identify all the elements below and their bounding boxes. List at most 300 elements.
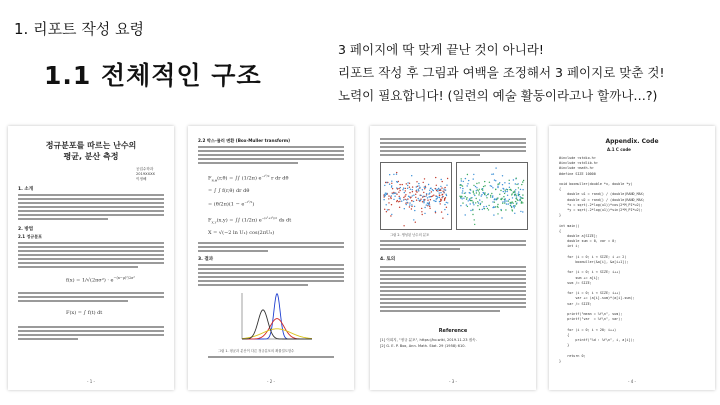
scatter-point [509,187,510,188]
scatter-point [493,214,494,215]
scatter-point [412,191,413,192]
code-line: boxmuller(&a[i], &a[i+1]); [559,260,629,264]
code-line: int i; [559,244,580,249]
scatter-point [503,196,504,197]
scatter-point [386,204,387,205]
scatter-point [409,204,410,205]
scatter-point [442,194,443,195]
scatter-point [416,190,417,191]
scatter-point [467,174,468,175]
scatter-point [504,202,505,203]
scatter-point [415,222,416,223]
scatter-point [516,195,517,196]
slide-title: 1.1 전체적인 구조 [44,61,262,90]
scatter-point [404,196,405,197]
scatter-plot-left [380,162,452,230]
scatter-point [400,187,401,188]
scatter-point [515,189,516,190]
scatter-point [467,185,468,186]
scatter-point [429,208,430,209]
scatter-point [501,198,502,199]
scatter-point [496,199,497,200]
scatter-point [423,202,424,203]
scatter-point [423,196,424,197]
scatter-point [429,196,430,197]
scatter-point [403,197,404,198]
scatter-point [444,187,445,188]
code-line: double u2 = rand() / (double)RAND_MAX; [559,197,645,202]
scatter-point [433,190,434,191]
scatter-point [388,198,389,199]
scatter-point [476,192,477,193]
code-line: var /= SIZE; [559,301,592,306]
scatter-point [407,185,408,186]
scatter-point [462,192,463,193]
scatter-point [469,189,470,190]
scatter-point [413,219,414,220]
page3-figure-caption: 그림 2. 생성된 난수의 분포 [390,233,430,237]
page1-title: 정규분포를 따르는 난수의 [45,141,137,150]
code-line: sum += a[i]; [559,275,600,280]
note-line-3: 노력이 필요합니다! (일련의 예술 활동이라고나 할까나…?) [338,88,658,103]
scatter-point [473,174,474,175]
scatter-point [393,199,394,200]
scatter-point [505,209,506,210]
scatter-point [473,178,474,179]
scatter-point [493,173,494,174]
scatter-point [446,185,447,186]
scatter-point [504,199,505,200]
code-line: { [559,187,562,192]
scatter-point [514,205,515,206]
scatter-point [495,167,496,168]
scatter-point [442,196,443,197]
scatter-point [460,205,461,206]
scatter-point [484,194,485,195]
scatter-point [407,182,408,183]
scatter-point [497,204,498,205]
scatter-point [495,180,496,181]
scatter-point [499,194,500,195]
scatter-point [422,201,423,202]
code-line: var += (a[i]-sum)*(a[i]-sum); [559,296,635,301]
scatter-point [479,209,480,210]
scatter-point [413,201,414,202]
scatter-point [497,197,498,198]
scatter-point [518,191,519,192]
code-line: #define SIZE 10000 [559,171,596,176]
scatter-point [444,209,445,210]
scatter-point [415,197,416,198]
scatter-point [441,211,442,212]
page3-number: - 3 - [449,379,457,384]
appendix-subtitle: A.1 C code [607,147,631,152]
scatter-point [399,184,400,185]
scatter-point [479,189,480,190]
scatter-point [427,197,428,198]
code-line: { [559,332,570,337]
scatter-point [493,206,494,207]
scatter-point [484,208,485,209]
scatter-point [468,180,469,181]
scatter-point [494,179,495,180]
scatter-point [522,194,523,195]
scatter-point [489,182,490,183]
scatter-point [412,186,413,187]
scatter-point [474,195,475,196]
scatter-point [414,210,415,211]
scatter-point [435,201,436,202]
scatter-point [502,203,503,204]
code-line: printf("var = %f\n", var); [559,317,623,322]
scatter-point [387,209,388,210]
scatter-point [501,217,502,218]
scatter-point [520,197,521,198]
scatter-point [412,189,413,190]
scatter-point [478,190,479,191]
scatter-point [474,224,475,225]
scatter-point [509,189,510,190]
scatter-point [385,193,386,194]
scatter-point [403,188,404,189]
scatter-point [491,174,492,175]
scatter-point [467,183,468,184]
scatter-point [429,190,430,191]
scatter-point [447,202,448,203]
section-heading: 1. 리포트 작성 요령 [14,20,145,38]
scatter-point [497,213,498,214]
scatter-point [395,193,396,194]
scatter-point [514,213,515,214]
scatter-point [487,194,488,195]
scatter-point [411,206,412,207]
scatter-point [518,195,519,196]
scatter-point [459,196,460,197]
scatter-point [424,213,425,214]
scatter-point [396,172,397,173]
scatter-point [391,183,392,184]
scatter-point [423,201,424,202]
scatter-point [418,183,419,184]
scatter-point [435,189,436,190]
scatter-point [416,200,417,201]
scatter-point [497,187,498,188]
scatter-point [430,199,431,200]
scatter-point [488,209,489,210]
code-line: } [559,343,570,348]
scatter-point [428,203,429,204]
scatter-point [418,198,419,199]
scatter-point [443,191,444,192]
note-line-2: 리포트 작성 후 그림과 여백을 조정해서 3 페이지로 맞춘 것! [338,65,665,80]
curve-blue [242,294,312,339]
curve-yellow [242,329,312,339]
scatter-point [461,178,462,179]
scatter-point [502,188,503,189]
scatter-point [388,195,389,196]
scatter-point [394,196,395,197]
scatter-point [406,199,407,200]
scatter-point [436,196,437,197]
scatter-point [481,201,482,202]
scatter-point [471,200,472,201]
scatter-point [411,200,412,201]
scatter-point [522,181,523,182]
scatter-point [401,201,402,202]
scatter-point [406,204,407,205]
scatter-point [506,203,507,204]
scatter-point [502,175,503,176]
scatter-point [466,199,467,200]
scatter-point [470,210,471,211]
code-line: { [559,228,562,233]
scatter-point [472,214,473,215]
scatter-point [513,192,514,193]
scatter-point [441,187,442,188]
scatter-point [515,198,516,199]
scatter-point [462,198,463,199]
scatter-point [424,188,425,189]
scatter-point [432,195,433,196]
author-id: 2019XXXX [136,172,155,176]
scatter-point [478,194,479,195]
scatter-point [502,184,503,185]
scatter-point [507,195,508,196]
scatter-point [512,197,513,198]
scatter-point [384,185,385,186]
scatter-point [407,202,408,203]
scatter-point [405,199,406,200]
scatter-point [517,200,518,201]
scatter-point [473,193,474,194]
scatter-point [505,190,506,191]
scatter-point [404,208,405,209]
scatter-point [389,184,390,185]
scatter-point [518,193,519,194]
scatter-point [462,188,463,189]
scatter-point [423,199,424,200]
scatter-point [520,189,521,190]
scatter-point [399,198,400,199]
scatter-point [516,203,517,204]
scatter-point [465,192,466,193]
scatter-point [474,219,475,220]
scatter-point [411,204,412,205]
scatter-point [420,199,421,200]
scatter-point [399,207,400,208]
scatter-point [478,202,479,203]
scatter-point [512,210,513,211]
scatter-point [422,189,423,190]
scatter-point [442,218,443,219]
scatter-point [418,189,419,190]
code-line: printf("%d : %f\n", i, a[i]); [559,338,635,342]
scatter-point [435,212,436,213]
scatter-point [445,189,446,190]
scatter-point [418,190,419,191]
scatter-point [396,194,397,195]
page1-heading-normal: 2.1 정규분포 [18,234,42,239]
scatter-point [484,181,485,182]
scatter-point [437,191,438,192]
scatter-point [488,205,489,206]
scatter-point [490,196,491,197]
scatter-point [492,201,493,202]
scatter-point [508,203,509,204]
scatter-point [503,191,504,192]
scatter-point [424,186,425,187]
scatter-point [512,201,513,202]
scatter-point [397,182,398,183]
scatter-point [472,201,473,202]
scatter-point [466,204,467,205]
scatter-point [425,196,426,197]
scatter-point [415,194,416,195]
scatter-point [409,183,410,184]
scatter-point [388,209,389,210]
scatter-point [514,207,515,208]
scatter-point [418,200,419,201]
code-line: int main() [559,223,580,228]
scatter-point [424,178,425,179]
scatter-point [440,186,441,187]
scatter-point [416,191,417,192]
scatter-point [433,200,434,201]
scatter-point [391,214,392,215]
scatter-point [476,198,477,199]
scatter-point [391,185,392,186]
scatter-point [464,193,465,194]
scatter-point [408,196,409,197]
scatter-point [445,194,446,195]
code-line: return 0; [559,353,586,358]
page2-number: - 2 - [267,379,275,384]
code-line: sum /= SIZE; [559,280,592,285]
scatter-point [518,187,519,188]
scatter-point [404,192,405,193]
scatter-point [481,195,482,196]
scatter-point [465,214,466,215]
scatter-point [439,192,440,193]
scatter-point [398,188,399,189]
scatter-point [490,185,491,186]
scatter-point [473,204,474,205]
scatter-point [416,181,417,182]
scatter-point [441,179,442,180]
scatter-point [441,199,442,200]
scatter-point [465,178,466,179]
scatter-point [428,184,429,185]
scatter-point [403,225,404,226]
report-page-2: 2.2 박스-뮬러 변환 (Box-Muller transform) $F_{R,\Theta}(r,\theta)$ = ∫∫ (1/2π) $e^{-r^2/2}$ r dr dθ = ∫ ∫ f(r,θ) dr dθ = $(\theta/2\pi)(1 - e^{-r^2/2})$ $F_{X,Y}(x,y)$ = ∫∫ (1/2π) $e^{-(s^2+t^2)/2}$ ds dt X = √(−2 ln U₁) cos(2πU₂) 3. 결과 그림 1. 평균과 분산이 다른 정규분포의 확률밀도함수 - 2 - [188,126,354,390]
scatter-point [505,191,506,192]
scatter-point [420,195,421,196]
scatter-point [394,193,395,194]
scatter-point [495,206,496,207]
scatter-point [422,214,423,215]
code-line: } [559,358,562,363]
scatter-point [409,206,410,207]
scatter-point [405,194,406,195]
scatter-point [462,185,463,186]
scatter-point [502,201,503,202]
scatter-point [484,192,485,193]
scatter-point [426,193,427,194]
scatter-point [429,206,430,207]
scatter-point [392,193,393,194]
scatter-point [384,194,385,195]
scatter-point [522,211,523,212]
scatter-point [386,182,387,183]
scatter-point [478,182,479,183]
scatter-point [426,204,427,205]
code-line: #include <stdio.h> [559,156,596,160]
scatter-point [516,184,517,185]
scatter-point [440,203,441,204]
scatter-point [438,188,439,189]
code-line: for (i = 0; i < SIZE; i++) [559,270,621,275]
scatter-point [462,202,463,203]
appendix-title: Appendix. Code [605,138,659,145]
scatter-point [396,174,397,175]
scatter-point [391,204,392,205]
code-line: printf("mean = %f\n", sum); [559,312,623,316]
scatter-point [399,201,400,202]
scatter-point [513,205,514,206]
scatter-point [506,200,507,201]
scatter-point [423,182,424,183]
scatter-point [396,187,397,188]
code-line: for (i = 0; i < SIZE; i++) [559,291,621,296]
scatter-point [501,199,502,200]
scatter-point [435,211,436,212]
scatter-point [384,209,385,210]
page2-heading-results: 3. 결과 [198,257,214,262]
scatter-point [494,198,495,199]
scatter-point [407,198,408,199]
scatter-point [484,185,485,186]
scatter-point [465,196,466,197]
scatter-point [497,184,498,185]
scatter-point [481,189,482,190]
scatter-point [495,189,496,190]
page3-heading-discussion: 4. 토의 [380,257,396,262]
scatter-point [507,189,508,190]
scatter-point [442,181,443,182]
scatter-point [407,188,408,189]
scatter-point [399,196,400,197]
scatter-point [486,195,487,196]
author-name: 이정해 [136,177,147,181]
scatter-point [393,174,394,175]
scatter-point [397,200,398,201]
scatter-point [483,193,484,194]
page1-heading-method: 2. 방법 [18,227,34,232]
scatter-point [492,187,493,188]
scatter-point [486,206,487,207]
scatter-point [411,208,412,209]
scatter-point [480,204,481,205]
scatter-point [441,197,442,198]
scatter-point [402,189,403,190]
scatter-point [470,198,471,199]
scatter-point [504,201,505,202]
scatter-point [405,190,406,191]
scatter-point [405,203,406,204]
scatter-point [522,198,523,199]
scatter-point [424,207,425,208]
scatter-point [383,199,384,200]
